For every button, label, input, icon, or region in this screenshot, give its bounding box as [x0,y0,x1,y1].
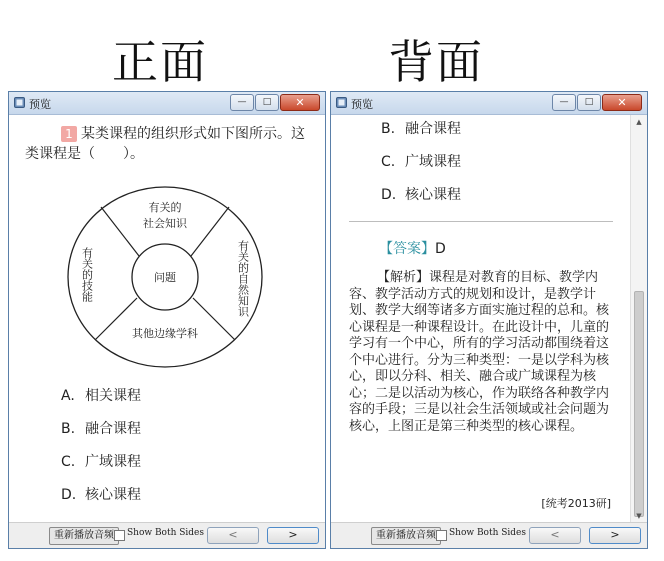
close-icon: ✕ [617,96,627,109]
option-text: 相关课程 [85,388,141,404]
card-front-content [9,115,325,523]
front-heading: 正面 [112,35,208,89]
show-both-sides-label: Show Both Sides [449,528,527,538]
diagram-label-center: 问题 [154,271,176,284]
option-d [381,184,461,204]
option-letter: D. [381,187,397,203]
option-text: 广域课程 [85,454,141,470]
close-button[interactable] [280,94,320,111]
question-text-block [25,124,315,164]
minimize-button[interactable] [230,94,254,111]
option-a [61,385,141,405]
option-b [381,118,461,138]
option-letter: C. [61,454,76,470]
close-icon: ✕ [295,96,305,109]
window-title: 预览 [351,98,373,111]
diagram-label-left: 有关的技能 [80,247,94,302]
option-letter: D. [61,487,77,503]
curriculum-diagram [65,185,265,370]
option-text: 核心课程 [405,187,461,203]
source-tag: [统考2013研] [541,497,611,510]
bottom-bar [9,522,325,548]
chevron-right-icon: > [288,528,298,541]
analysis-label: 【解析】 [377,270,430,285]
back-heading: 背面 [388,35,484,89]
maximize-button[interactable] [577,94,601,111]
option-d [61,484,141,504]
diagram-divider-line [191,207,229,256]
close-button[interactable] [602,94,642,111]
chevron-left-icon: < [550,528,560,541]
minimize-button[interactable] [552,94,576,111]
next-button[interactable] [267,527,319,544]
diagram-divider-line [193,298,235,340]
option-letter: C. [381,154,396,170]
prev-button[interactable] [207,527,259,544]
title-bar [9,92,325,115]
diagram-label-top-1: 有关的 [148,201,182,214]
answer-divider [349,221,613,222]
show-both-sides-label: Show Both Sides [127,528,205,538]
option-text: 融合课程 [85,421,141,437]
option-text: 广域课程 [405,154,461,170]
preview-window-back [330,91,648,549]
option-text: 核心课程 [85,487,141,503]
show-both-sides-checkbox[interactable] [436,530,447,541]
app-icon [14,97,25,108]
analysis-text: 课程是对教育的目标、教学内容、教学活动方式的规划和设计，是教学计划、教学大纲等诸多方面实施过程的总和。核心课程是一种课程设计。在此设计中，儿童的学习有一个中心，所有的学习活动都围绕着这个中心进行。分为三种类型：一是以学科为核心，即以分科、相关、融合或广域课程为核心；二是以活动为核心，作为联络各种教学内容的手段；三是以社会生活领域或社会问题为核心，上图正是第三种类型的核心课程。 [349,270,610,434]
replay-audio-button[interactable]: 重新播放音频 [49,527,119,545]
question-number-badge: 1 [61,126,77,142]
answer-value: D [435,241,446,257]
option-letter: B. [381,121,396,137]
diagram-divider-line [95,298,137,340]
option-c [61,451,141,471]
replay-audio-button[interactable]: 重新播放音频 [371,527,441,545]
scroll-up-arrow-icon[interactable]: ▲ [636,118,642,126]
option-letter: A. [61,388,75,404]
diagram-divider-line [101,207,139,256]
analysis-text-block [349,270,615,435]
next-button[interactable] [589,527,641,544]
app-icon [336,97,347,108]
maximize-icon: □ [262,97,272,107]
card-back-content [331,115,647,523]
diagram-label-top-2: 社会知识 [143,217,187,230]
minimize-icon: — [559,97,569,107]
question-text: 某类课程的组织形式如下图所示。这类课程是（ ）。 [25,126,305,162]
chevron-right-icon: > [610,528,620,541]
answer-line [379,238,446,258]
option-letter: B. [61,421,76,437]
diagram-label-bottom: 其他边缘学科 [132,327,198,340]
scroll-down-arrow-icon[interactable]: ▼ [636,512,642,520]
scrollbar-thumb[interactable] [634,291,644,517]
maximize-icon: □ [584,97,594,107]
chevron-left-icon: < [228,528,238,541]
maximize-button[interactable] [255,94,279,111]
answer-label: 【答案】 [379,241,435,257]
vertical-scrollbar[interactable] [630,115,647,523]
option-text: 融合课程 [405,121,461,137]
prev-button[interactable] [529,527,581,544]
window-title: 预览 [29,98,51,111]
title-bar [331,92,647,115]
bottom-bar [331,522,647,548]
option-b [61,418,141,438]
preview-window-front [8,91,326,549]
show-both-sides-checkbox[interactable] [114,530,125,541]
diagram-label-right: 有关的自然知识 [236,240,250,317]
minimize-icon: — [237,97,247,107]
option-c [381,151,461,171]
